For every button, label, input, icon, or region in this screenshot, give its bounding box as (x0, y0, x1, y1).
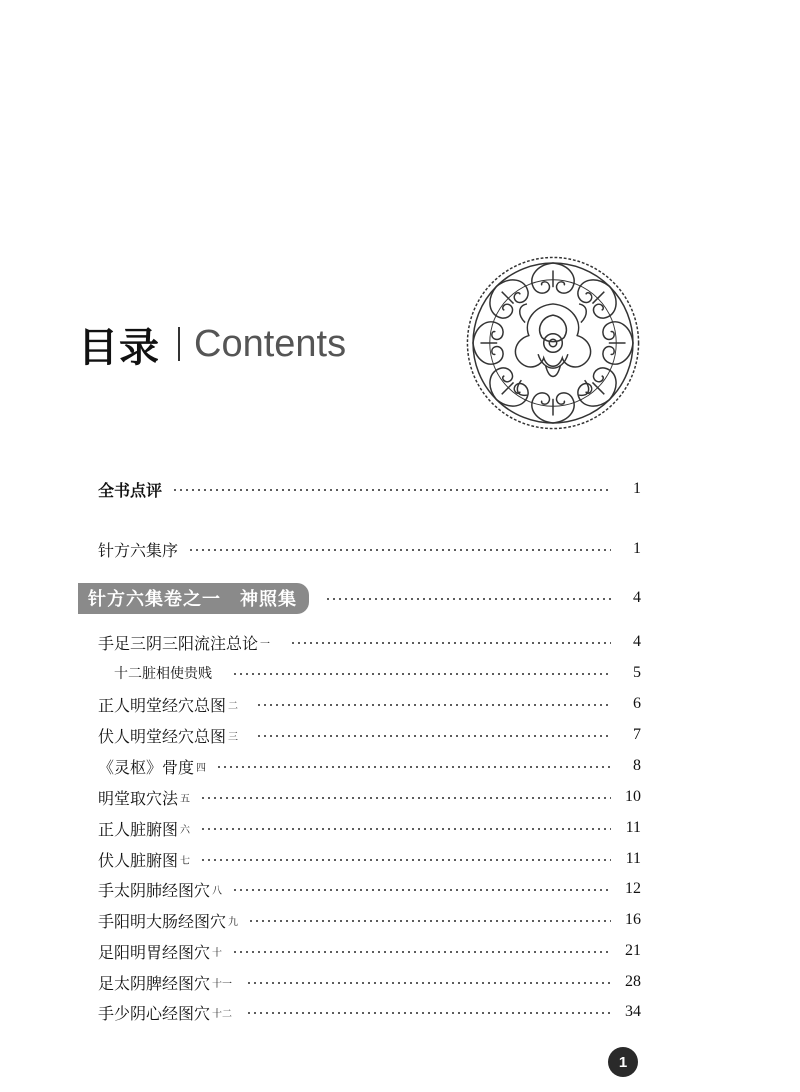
toc-entry-title: 手少阴心经图穴 (98, 1003, 211, 1023)
toc-entry-title: 全书点评 (98, 480, 163, 500)
toc-entry-page: 11 (625, 819, 641, 836)
dot-leader (248, 920, 611, 922)
toc-entry[interactable] (98, 691, 641, 717)
dot-leader (232, 889, 611, 891)
dot-leader (290, 642, 611, 644)
toc-entry-page: 12 (625, 880, 641, 897)
toc-entry-title: 伏人脏腑图 (98, 850, 179, 870)
dot-leader (172, 489, 611, 491)
toc-entry[interactable] (98, 815, 641, 841)
toc-entry-number: 十一 (212, 978, 233, 990)
toc-entry-title: 针方六集序 (98, 540, 179, 560)
toc-entry-page: 10 (625, 788, 641, 805)
dot-leader (256, 704, 611, 706)
toc-entry-title: 伏人明堂经穴总图 (98, 726, 227, 746)
toc-entry-number: 十二 (212, 1008, 233, 1020)
toc-entry-number: 一 (260, 638, 271, 650)
toc-entry[interactable] (98, 999, 641, 1025)
dot-leader (200, 797, 611, 799)
toc-entry-page: 1 (633, 480, 641, 497)
toc-entry-title: 足阳明胃经图穴 (98, 942, 211, 962)
toc-entry-title: 明堂取穴法 (98, 788, 179, 808)
toc-entry-title: 手足三阴三阳流注总论 (98, 633, 259, 653)
toc-entry-page: 16 (625, 911, 641, 928)
dot-leader (200, 828, 611, 830)
toc-entry-number: 四 (196, 762, 207, 774)
toc-entry[interactable] (98, 938, 641, 964)
toc-entry[interactable] (114, 660, 641, 686)
toc-entry[interactable] (98, 846, 641, 872)
toc-entry-page: 28 (625, 973, 641, 990)
heading-english: Contents (194, 322, 347, 365)
toc-entry-title: 手太阴肺经图穴 (98, 880, 211, 900)
toc-entry-page: 1 (633, 540, 641, 557)
toc-entry-number: 九 (228, 916, 239, 928)
toc-entry-number: 二 (228, 700, 239, 712)
toc-entry-page: 34 (625, 1003, 641, 1020)
toc-entry[interactable] (98, 476, 641, 502)
toc-entry-number: 六 (180, 824, 191, 836)
toc-entry[interactable] (98, 536, 641, 562)
section-badge: 针方六集卷之一 神照集 (78, 583, 309, 614)
dot-leader (232, 673, 611, 675)
toc-entry[interactable] (98, 629, 641, 655)
toc-entry-title: 手阳明大肠经图穴 (98, 911, 227, 931)
toc-entry-page: 6 (633, 695, 641, 712)
heading-chinese: 目录 (78, 324, 160, 371)
toc-entry-title: 正人脏腑图 (98, 819, 179, 839)
toc-entry-number: 八 (212, 885, 223, 897)
dot-leader (216, 766, 611, 768)
toc-entry-page: 21 (625, 942, 641, 959)
dot-leader (232, 951, 611, 953)
toc-entry-number: 三 (228, 731, 239, 743)
toc-entry-page: 5 (633, 664, 641, 681)
toc-entry-page: 8 (633, 757, 641, 774)
toc-entry[interactable] (98, 784, 641, 810)
toc-entry-title: 正人明堂经穴总图 (98, 695, 227, 715)
toc-entry-number: 十 (212, 947, 223, 959)
toc-entry-title: 《灵枢》骨度 (98, 757, 195, 777)
toc-section-heading[interactable] (78, 584, 641, 612)
toc-entry[interactable] (98, 722, 641, 748)
toc-entry-page: 4 (633, 633, 641, 650)
toc-entry[interactable] (98, 969, 641, 995)
toc-entry[interactable] (98, 907, 641, 933)
toc-entry[interactable] (98, 876, 641, 902)
dot-leader (246, 982, 611, 984)
page-number-badge: 1 (608, 1047, 638, 1077)
toc-entry-number: 五 (180, 793, 191, 805)
toc-entry-number: 七 (180, 855, 191, 867)
toc-entry-title: 十二脏相使贵贱 (114, 666, 212, 682)
toc-entry-page: 11 (625, 850, 641, 867)
toc-entry-title: 足太阴脾经图穴 (98, 973, 211, 993)
toc-section-page: 4 (633, 589, 641, 606)
dot-leader (256, 735, 611, 737)
dot-leader (325, 598, 611, 600)
toc-entry-page: 7 (633, 726, 641, 743)
dot-leader (200, 859, 611, 861)
dot-leader (188, 549, 611, 551)
dot-leader (246, 1012, 611, 1014)
toc-entry[interactable] (98, 753, 641, 779)
